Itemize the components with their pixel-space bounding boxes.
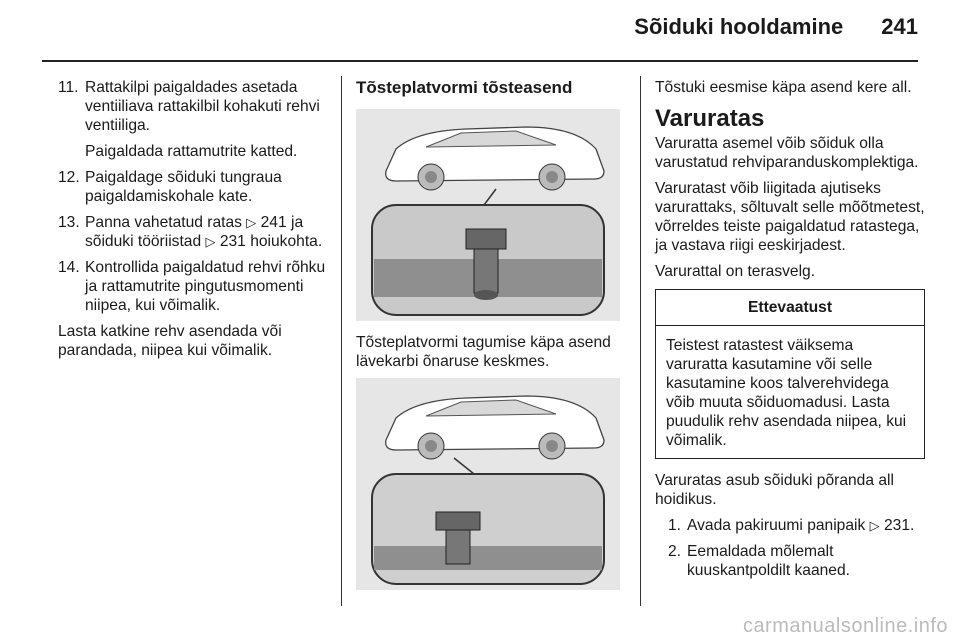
ref-arrow-icon[interactable]: ▷ (246, 215, 257, 230)
page-ref-link[interactable]: 241 (260, 214, 287, 231)
paragraph: Varurattal on terasvelg. (655, 263, 816, 280)
figure-caption: Tõsteplatvormi tagumise käpa asend lävekarbi õnaruse keskmes. (356, 334, 611, 370)
paragraph: Varuratas asub sõiduki põranda all hoidikus. (655, 472, 894, 508)
header-divider (42, 60, 918, 62)
header-title: Sõiduki hooldamine (634, 14, 844, 39)
column-left (58, 78, 330, 367)
list-item: 2. Eemaldada mõlemalt kuuskantpoldilt kaaned. (667, 543, 850, 579)
list-item: 11. Rattakilpi paigaldades asetada ventiiliava rattakilbil kohakuti rehvi ventiiliga. (58, 79, 320, 134)
subheading: Tõsteplatvormi tõsteasend (356, 78, 573, 97)
paragraph: Varuratast võib liigitada ajutiseks varurattaks, sõltuvalt selle mõõtmetest, võrreldes teiste paigaldatud ratastega, ja vastava riigi eeskirjadest. (655, 180, 925, 254)
list-item: 14. Kontrollida paigaldatud rehvi rõhku ja rattamutrite pingutusmomenti niipea, kui võimalik. (58, 259, 326, 314)
ref-arrow-icon[interactable]: ▷ (205, 234, 216, 249)
page-header (634, 14, 918, 40)
closing-paragraph: Lasta katkine rehv asendada või parandada, niipea kui võimalik. (58, 323, 282, 359)
warning-box (655, 289, 925, 459)
steps-list (655, 516, 925, 580)
page-ref-link[interactable]: 231 (883, 517, 910, 534)
paragraph: Varuratta asemel võib sõiduk olla varustatud rehviparanduskomplektiga. (655, 135, 919, 171)
car-lift-illustration (356, 378, 620, 590)
figure-lift-rear (356, 378, 620, 590)
list-item: 1. Avada pakiruumi panipaik ▷ 231. (667, 517, 915, 534)
warning-title: Ettevaatust (656, 290, 924, 326)
figure-lift-front (356, 109, 620, 321)
watermark: carmanualsonline.info (742, 615, 948, 637)
list-item: 13. Panna vahetatud ratas ▷ 241 ja sõiduki tööriistad ▷ 231 hoiukohta. (58, 214, 323, 250)
page-number: 241 (881, 14, 918, 39)
column-divider-2 (640, 76, 641, 606)
section-title: Varuratas (655, 105, 765, 132)
ref-arrow-icon[interactable]: ▷ (869, 518, 880, 533)
car-lift-illustration (356, 109, 620, 321)
column-middle (356, 78, 626, 602)
list-item: 12. Paigaldage sõiduki tungraua paigaldamiskohale kate. (58, 169, 282, 205)
page-ref-link[interactable]: 231 (219, 233, 246, 250)
intro-text: Tõstuki eesmise käpa asend kere all. (655, 79, 912, 96)
column-right (655, 78, 925, 587)
column-divider-1 (341, 76, 342, 606)
item-note: Paigaldada rattamutrite katted. (85, 143, 298, 160)
warning-text: Teistest ratastest väiksema varuratta kasutamine või selle kasutamine koos talverehvidega võib muuta sõiduomadusi. Lasta puudulik rehv asendada niipea, kui võimalik. (666, 337, 907, 449)
